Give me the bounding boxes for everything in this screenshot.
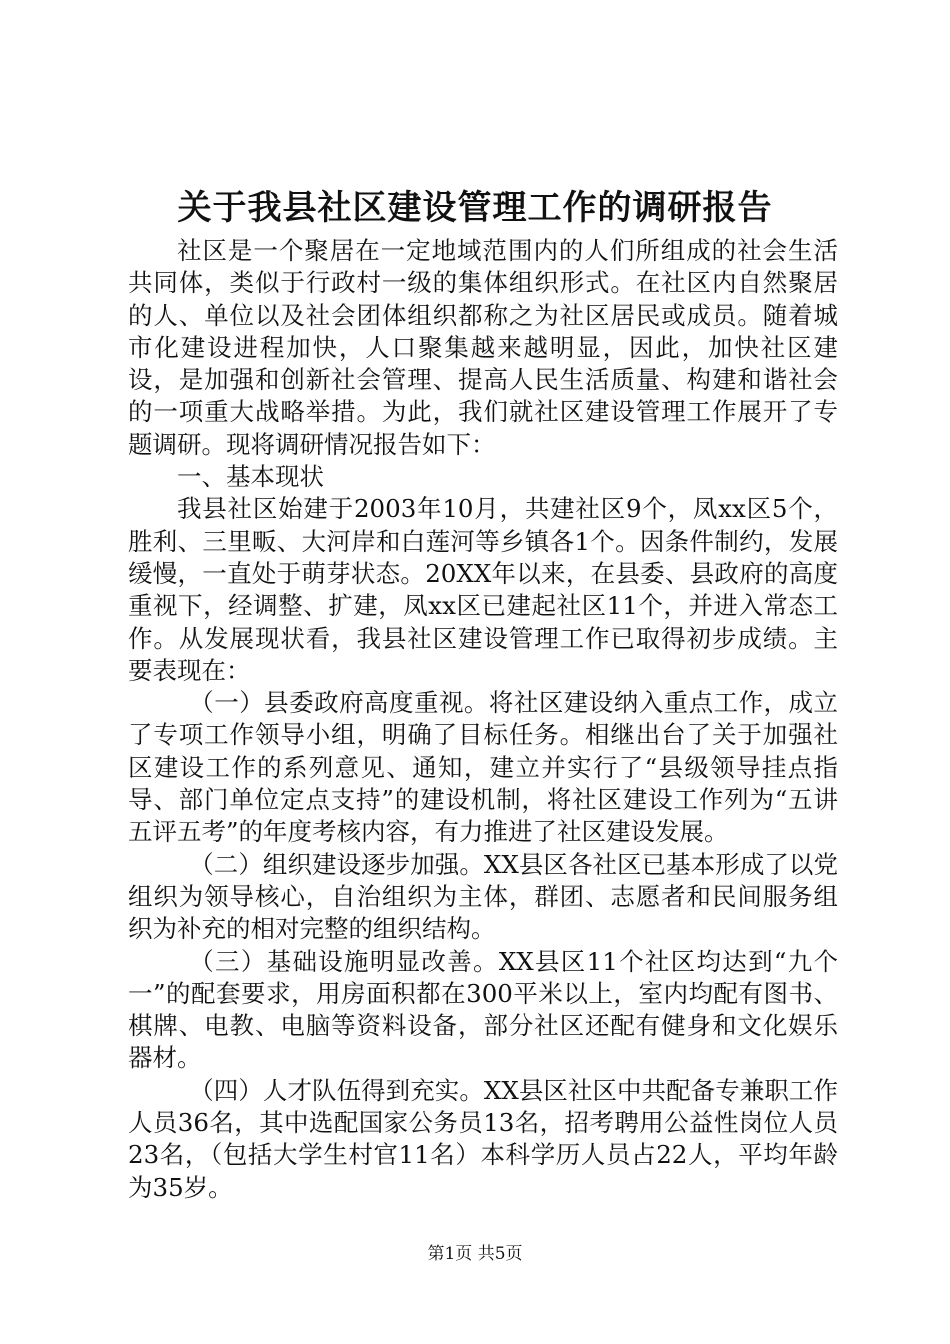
page-footer	[0, 1242, 950, 1266]
section-heading-basic-status: 一、基本现状	[177, 462, 324, 492]
paragraph-item-2: （二）组织建设逐步加强。XX县区各社区已基本形成了以党组织为领导核心，自治组织为主体，群团、志愿者和民间服务组织为补充的相对完整的组织结构。	[128, 849, 838, 944]
document-body	[128, 235, 838, 1204]
page-indicator: 第1页 共5页	[427, 1244, 523, 1264]
paragraph-item-3: （三）基础设施明显改善。XX县区11个社区均达到“九个一”的配套要求，用房面积都在300平米以上，室内均配有图书、棋牌、电教、电脑等资料设备，部分社区还配有健身和文化娱乐器材。	[128, 946, 838, 1073]
document-title: 关于我县社区建设管理工作的调研报告	[177, 188, 773, 228]
paragraph-basic-status: 我县社区始建于2003年10月，共建社区9个，凤xx区5个，胜利、三里畈、大河岸和白莲河等乡镇各1个。因条件制约，发展缓慢，一直处于萌芽状态。20XX年以来，在县委、县政府的高度重视下，经调整、扩建，凤xx区已建起社区11个，并进入常态工作。从发展现状看，我县社区建设管理工作已取得初步成绩。主要表现在：	[128, 494, 838, 685]
paragraph-item-4: （四）人才队伍得到充实。XX县区社区中共配备专兼职工作人员36名，其中选配国家公务员13名，招考聘用公益性岗位人员23名，（包括大学生村官11名）本科学历人员占22人，平均年龄为35岁。	[128, 1075, 838, 1202]
paragraph-item-1: （一）县委政府高度重视。将社区建设纳入重点工作，成立了专项工作领导小组，明确了目标任务。相继出台了关于加强社区建设工作的系列意见、通知，建立并实行了“县级领导挂点指导、部门单位定点支持”的建设机制，将社区建设工作列为“五讲五评五考”的年度考核内容，有力推进了社区建设发展。	[128, 688, 838, 847]
paragraph-intro: 社区是一个聚居在一定地域范围内的人们所组成的社会生活共同体，类似于行政村一级的集体组织形式。在社区内自然聚居的人、单位以及社会团体组织都称之为社区居民或成员。随着城市化建设进程加快，人口聚集越来越明显，因此，加快社区建设，是加强和创新社会管理、提高人民生活质量、构建和谐社会的一项重大战略举措。为此，我们就社区建设管理工作展开了专题调研。现将调研情况报告如下：	[128, 236, 838, 459]
